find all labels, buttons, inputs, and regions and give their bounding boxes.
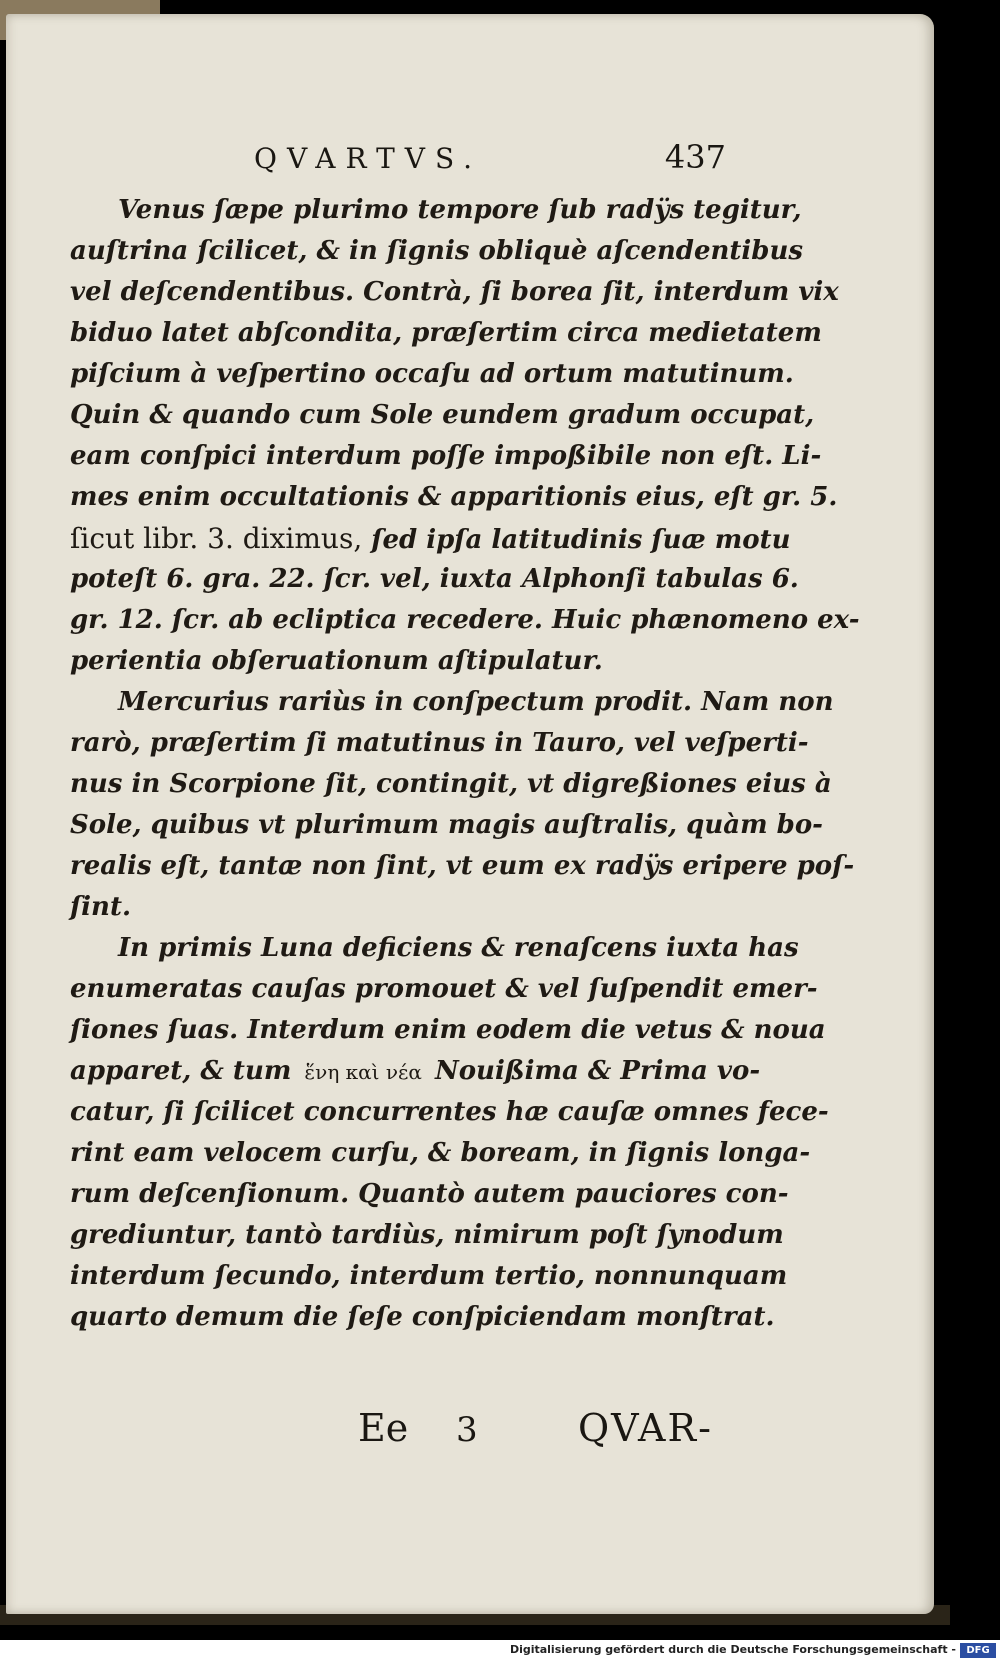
text-line <box>70 559 799 600</box>
text-segment: realis eſt, tantæ non ſint, vt eum ex radÿs eripere poſ- <box>70 851 855 881</box>
paragraph <box>70 928 829 1338</box>
text-line <box>70 969 818 1010</box>
digitization-credit: Digitalisierung gefördert durch die Deutsche Forschungsgemeinschaft - <box>509 1643 956 1656</box>
text-segment: Venus ſæpe plurimo tempore ſub radÿs tegitur, <box>118 195 802 225</box>
text-line <box>70 395 815 436</box>
text-line <box>70 723 809 764</box>
text-line <box>70 887 750 928</box>
text-line <box>70 1256 788 1297</box>
text-line <box>70 1051 761 1092</box>
text-line <box>70 354 794 395</box>
text-line <box>70 190 802 231</box>
text-line <box>70 313 822 354</box>
dfg-logo: DFG <box>960 1643 996 1658</box>
text-segment: enumeratas cauſas promouet & vel ſuſpendit emer- <box>70 974 818 1004</box>
paragraph <box>70 682 855 928</box>
text-segment: rint eam velocem curſu, & boream, in ſignis longa- <box>70 1138 811 1168</box>
text-segment: ſicut libr. 3. diximus, <box>70 522 363 555</box>
text-line <box>70 600 860 641</box>
text-segment: apparet, & tum <box>70 1056 301 1086</box>
catchword: QVAR- <box>578 1406 713 1450</box>
text-line <box>70 1133 811 1174</box>
text-segment: Quin & quando cum Sole eundem gradum occupat, <box>70 400 815 430</box>
text-line <box>70 1215 784 1256</box>
text-block <box>70 190 860 1338</box>
signature-mark: Ee <box>358 1406 409 1450</box>
text-segment: rarò, præſertim ſi matutinus in Tauro, vel veſperti- <box>70 728 809 758</box>
text-line <box>70 272 839 313</box>
running-title: QVARTVS. <box>254 142 483 175</box>
text-segment: auſtrina ſcilicet, & in ſignis obliquè aſcendentibus <box>70 236 804 266</box>
text-line <box>70 641 750 682</box>
text-segment: vel deſcendentibus. Contrà, ſi borea ſit, interdum vix <box>70 277 839 307</box>
text-line <box>70 805 823 846</box>
credit-bar <box>0 1640 1000 1662</box>
text-segment: perientia obſeruationum aſtipulatur. <box>70 646 603 676</box>
page-number: 437 <box>664 138 726 176</box>
text-segment: piſcium à veſpertino occaſu ad ortum matutinum. <box>70 359 794 389</box>
text-segment: gr. 12. ſcr. ab ecliptica recedere. Huic phænomeno ex- <box>70 605 860 635</box>
text-segment: grediuntur, tantò tardiùs, nimirum poſt ſynodum <box>70 1220 784 1250</box>
text-segment: Nouißima & Prima vo- <box>425 1056 761 1086</box>
running-head <box>254 138 726 178</box>
text-line <box>70 477 838 518</box>
text-line <box>70 764 832 805</box>
text-segment: poteſt 6. gra. 22. ſcr. vel, iuxta Alphonſi tabulas 6. <box>70 564 799 594</box>
text-segment: biduo latet abſcondita, præſertim circa medietatem <box>70 318 822 348</box>
text-segment: catur, ſi ſcilicet concurrentes hæ cauſæ omnes fece- <box>70 1097 829 1127</box>
text-segment: Sole, quibus vt plurimum magis auſtralis, quàm bo- <box>70 810 823 840</box>
text-segment: In primis Luna deficiens & renaſcens iuxta has <box>118 933 799 963</box>
text-line <box>70 436 822 477</box>
text-segment: interdum ſecundo, interdum tertio, nonnunquam <box>70 1261 788 1291</box>
text-line <box>70 1174 789 1215</box>
text-line <box>70 1297 775 1338</box>
text-line <box>70 846 855 887</box>
text-segment: Mercurius rariùs in conſpectum prodit. Nam non <box>118 687 834 717</box>
text-line <box>70 682 834 723</box>
text-segment: ſed ipſa latitudinis ſuæ motu <box>362 525 791 555</box>
text-segment: eam conſpici interdum poſſe impoßibile non eſt. Li- <box>70 441 822 471</box>
text-segment: ſint. <box>70 892 132 922</box>
text-segment: mes enim occultationis & apparitionis eius, eſt gr. 5. <box>70 482 838 512</box>
text-segment: ſiones ſuas. Interdum enim eodem die vetus & noua <box>70 1015 826 1045</box>
text-segment: rum deſcenſionum. Quantò autem pauciores con- <box>70 1179 789 1209</box>
text-segment: quarto demum die ſeſe conſpiciendam monſtrat. <box>70 1302 775 1332</box>
text-line <box>70 1092 829 1133</box>
text-line <box>70 231 804 272</box>
signature-number: 3 <box>456 1410 478 1450</box>
text-line <box>70 518 791 559</box>
text-line <box>70 1010 826 1051</box>
paragraph <box>70 190 860 682</box>
greek-text: ἕνη καὶ νέα <box>304 1060 422 1084</box>
text-line <box>70 928 799 969</box>
page-footer <box>358 1406 758 1456</box>
text-segment: nus in Scorpione ſit, contingit, vt digreßiones eius à <box>70 769 832 799</box>
book-page <box>6 14 934 1614</box>
